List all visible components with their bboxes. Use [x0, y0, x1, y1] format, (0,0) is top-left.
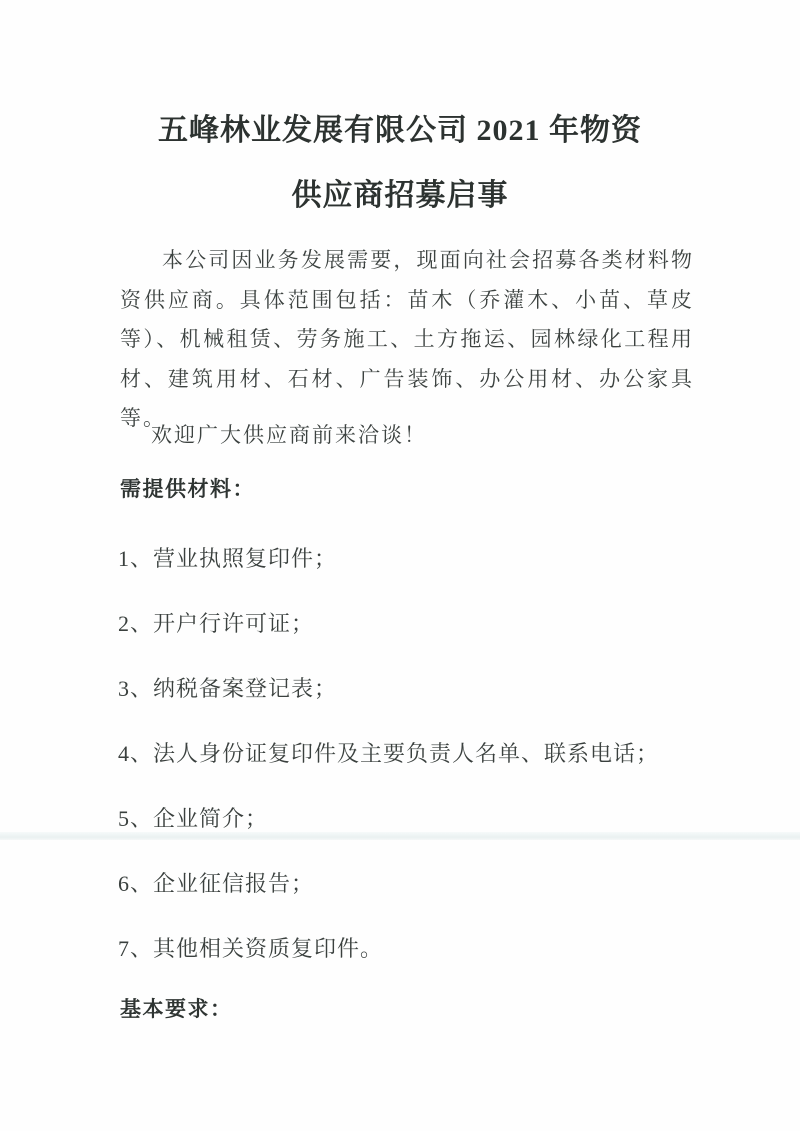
material-item-2: 2、开户行许可证； — [118, 611, 315, 636]
requirements-section-heading: 基本要求： — [120, 998, 233, 1021]
welcome-line: 欢迎广大供应商前来洽谈！ — [151, 423, 427, 447]
material-item-6: 6、企业征信报告； — [118, 871, 315, 896]
intro-paragraph: 本公司因业务发展需要，现面向社会招募各类材料物资供应商。具体范围包括：苗木（乔灌木、小苗、草皮等）、机械租赁、劳务施工、土方拖运、园林绿化工程用材、建筑用材、石材、广告装饰、办公用材、办公家具等。 — [120, 248, 694, 430]
material-item-1: 1、营业执照复印件； — [118, 546, 338, 571]
material-item-3: 3、纳税备案登记表； — [118, 676, 338, 701]
material-item-7: 7、其他相关资质复印件。 — [118, 936, 384, 961]
document-title — [0, 98, 800, 228]
material-item-4: 4、法人身份证复印件及主要负责人名单、联系电话； — [118, 741, 660, 766]
document-title-line-2: 供应商招募启事 — [291, 179, 509, 212]
material-item-5: 5、企业简介； — [118, 806, 269, 831]
document-title-line-1: 五峰林业发展有限公司 2021 年物资 — [158, 114, 642, 147]
materials-section-heading: 需提供材料： — [120, 478, 255, 501]
